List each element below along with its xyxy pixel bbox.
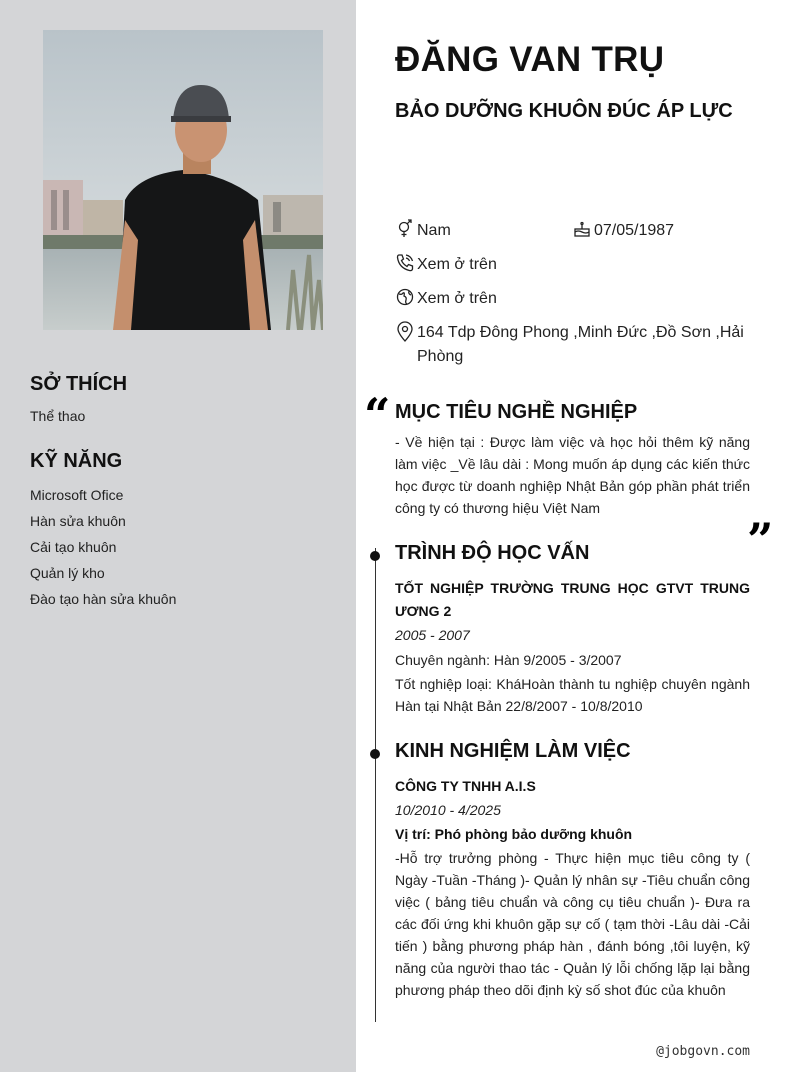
skill-item: Hàn sửa khuôn [30, 513, 126, 529]
experience-period: 10/2010 - 4/2025 [395, 802, 501, 818]
objective-heading: MỤC TIÊU NGHỀ NGHIỆP [395, 401, 638, 423]
profile-photo [43, 30, 323, 330]
phone-value: Xem ở trên [417, 256, 497, 273]
education-period: 2005 - 2007 [395, 627, 470, 643]
job-title: BẢO DƯỠNG KHUÔN ĐÚC ÁP LỰC [395, 100, 733, 122]
gender-icon [395, 219, 415, 239]
timeline-dot [370, 551, 380, 561]
education-major: Chuyên ngành: Hàn 9/2005 - 3/2007 [395, 652, 622, 668]
phone-row [395, 253, 497, 277]
skill-item: Đào tạo hàn sửa khuôn [30, 591, 177, 607]
skill-item: Quản lý kho [30, 565, 105, 581]
gender-row [395, 219, 451, 243]
skills-heading: KỸ NĂNG [30, 450, 123, 472]
phone-icon [395, 253, 415, 273]
education-school: TỐT NGHIỆP TRƯỜNG TRUNG HỌC GTVT TRUNG ƯƠNG 2 [395, 580, 750, 619]
open-quote-icon: “ [364, 388, 391, 442]
location-pin-icon [395, 321, 415, 341]
timeline-dot [370, 749, 380, 759]
dob-row [572, 219, 674, 243]
watermark: @jobgovn.com [656, 1044, 750, 1059]
globe-icon [395, 287, 415, 307]
education-grade: Tốt nghiệp loại: KháHoàn thành tu nghiệp chuyên ngành Hàn tại Nhật Bản 22/8/2007 - 10/8/2010 [395, 676, 750, 714]
hobbies-heading: SỞ THÍCH [30, 373, 128, 395]
education-heading: TRÌNH ĐỘ HỌC VẤN [395, 542, 590, 564]
experience-description: -Hỗ trợ trưởng phòng - Thực hiện mục tiêu công ty ( Ngày -Tuần -Tháng )- Quản lý nhân sự -Tiêu chuẩn công việc ( bảng tiêu chuẩn và công cụ tiêu chuẩn )- Đưa ra các đối ứng khi khuôn gặp sự cố ( tạm thời -Lâu dài -Cải tiến ) bằng phương pháp hàn , đánh bóng ,tôi luyện, kỹ năng của người thao tác - Quản lý lỗi chống lặp lại bằng phương pháp theo dõi định kỳ số shot đúc của khuôn [395, 850, 750, 998]
sidebar [0, 0, 356, 1072]
experience-company: CÔNG TY TNHH A.I.S [395, 778, 536, 794]
skill-item: Cải tạo khuôn [30, 539, 117, 555]
skill-item: Microsoft Ofice [30, 487, 124, 503]
address-value: 164 Tdp Đông Phong ,Minh Đức ,Đồ Sơn ,Hải Phòng [417, 324, 744, 365]
experience-heading: KINH NGHIỆM LÀM VIỆC [395, 740, 631, 762]
objective-text: - Về hiện tại : Được làm việc và học hỏi thêm kỹ năng làm việc _Về lâu dài : Mong muốn áp dụng các kiến thức học được từ doanh nghiệp Nhật Bản góp phần phát triển công ty có thương hiệu Việt Nam [395, 434, 750, 516]
close-quote-icon: ” [747, 513, 774, 567]
candidate-name: ĐĂNG VAN TRỤ [395, 40, 665, 79]
website-value: Xem ở trên [417, 290, 497, 307]
address-row [395, 321, 745, 369]
dob-value: 07/05/1987 [594, 222, 675, 239]
experience-position: Vị trí: Phó phòng bảo dưỡng khuôn [395, 826, 633, 842]
birthday-cake-icon [572, 219, 592, 239]
timeline-line [375, 548, 376, 1022]
website-row [395, 287, 497, 311]
gender-value: Nam [417, 222, 451, 239]
hobbies-text: Thể thao [30, 408, 86, 424]
